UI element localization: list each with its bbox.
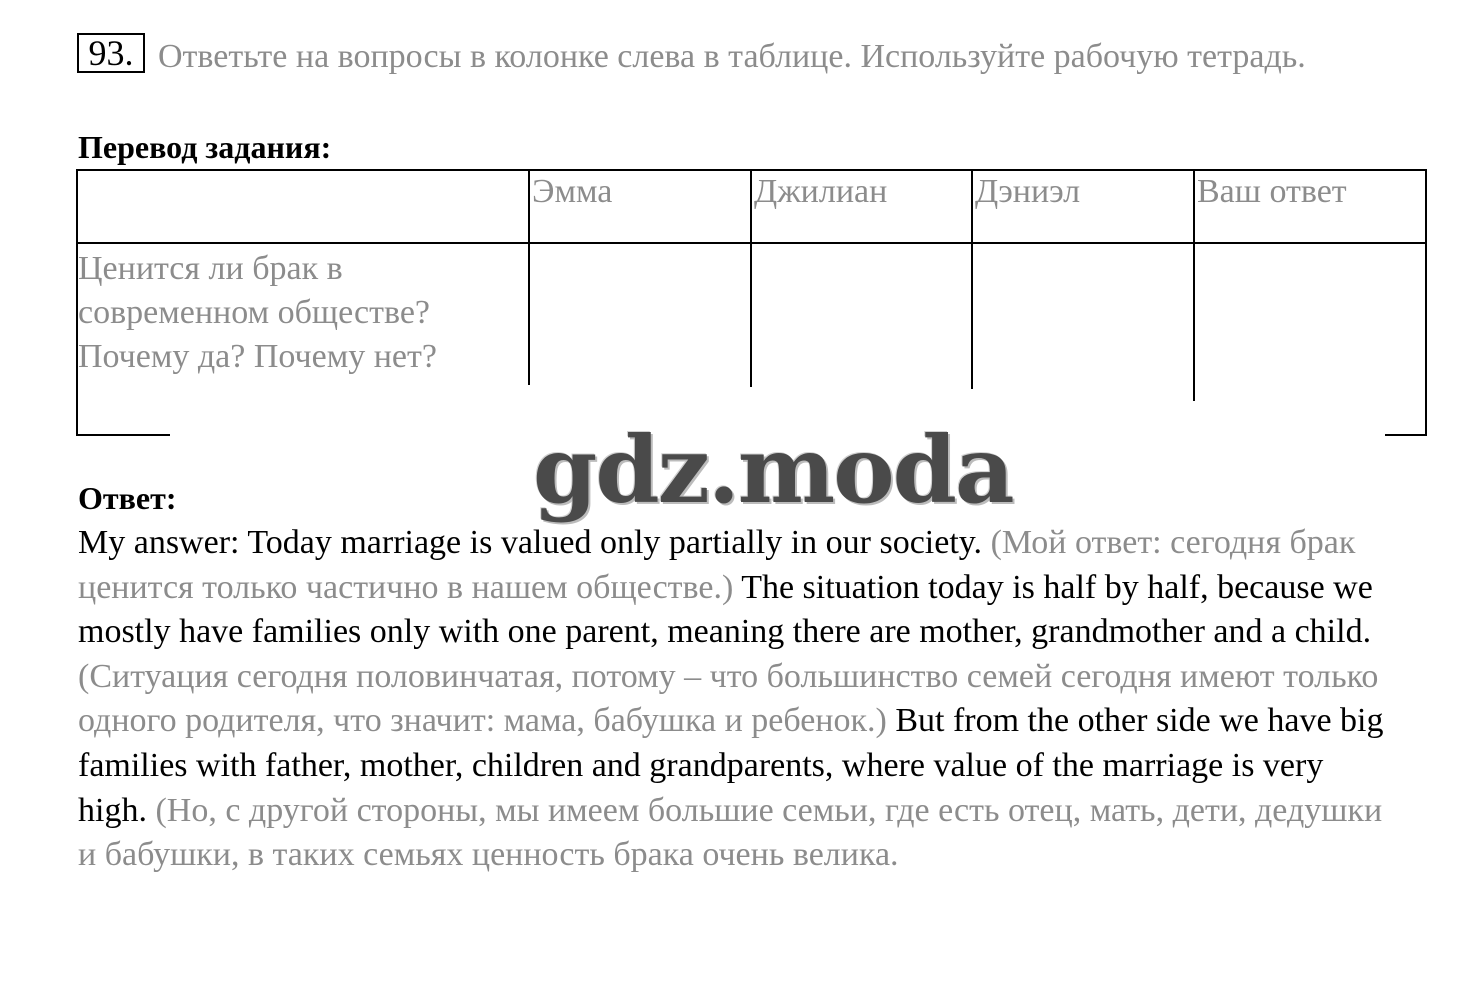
translation-heading: Перевод задания: xyxy=(78,129,332,165)
answer-ru-3: (Но, с другой стороны, мы имеем большие семьи, где есть отец, мать, дети, дедушки и бабушки, в таких семьях ценность брака очень велика. xyxy=(78,791,1383,874)
table-right-border xyxy=(1425,169,1427,436)
table-col-divider xyxy=(971,169,973,389)
table-header-daniel: Дэниэл xyxy=(975,173,1081,210)
table-header-gillian: Джилиан xyxy=(754,173,888,210)
answer-ru-2: (Ситуация сегодня половинчатая, потому – что большинство семей сегодня имеют только одного родителя, что значит: мама, бабушка и ребенок.) xyxy=(78,657,1379,740)
answer-en-2: The situation today is half by half, because we mostly have families only with one parent, meaning there are mother, grandmother and a child. xyxy=(78,568,1373,651)
table-bottom-border-left xyxy=(76,434,170,436)
table-header-emma: Эмма xyxy=(532,173,613,210)
table-col-divider xyxy=(1193,169,1195,401)
watermark-logo: gdz.moda xyxy=(533,416,1013,524)
task-text: Ответьте на вопросы в колонке слева в таблице. Используйте рабочую тетрадь. xyxy=(158,38,1306,75)
answer-ru-1: (Мой ответ: сегодня брак ценится только частично в нашем обществе.) xyxy=(78,524,1356,606)
table-col-divider xyxy=(750,169,752,387)
table-question: Ценится ли брак в современном обществе? Почему да? Почему нет? xyxy=(78,250,437,375)
answer-text xyxy=(78,521,1388,878)
table-bottom-border-right xyxy=(1385,434,1427,436)
answer-en-1: My answer: Today marriage is valued only partially in our society. xyxy=(78,524,983,561)
task-number: 93. xyxy=(77,33,145,73)
answer-label: Ответ: xyxy=(78,480,177,516)
table-col-divider xyxy=(528,169,530,385)
answer-en-3: But from the other side we have big families with father, mother, children and grandparents, where value of the marriage is very high. xyxy=(78,702,1384,829)
table-header-your-answer: Ваш ответ xyxy=(1197,173,1347,210)
